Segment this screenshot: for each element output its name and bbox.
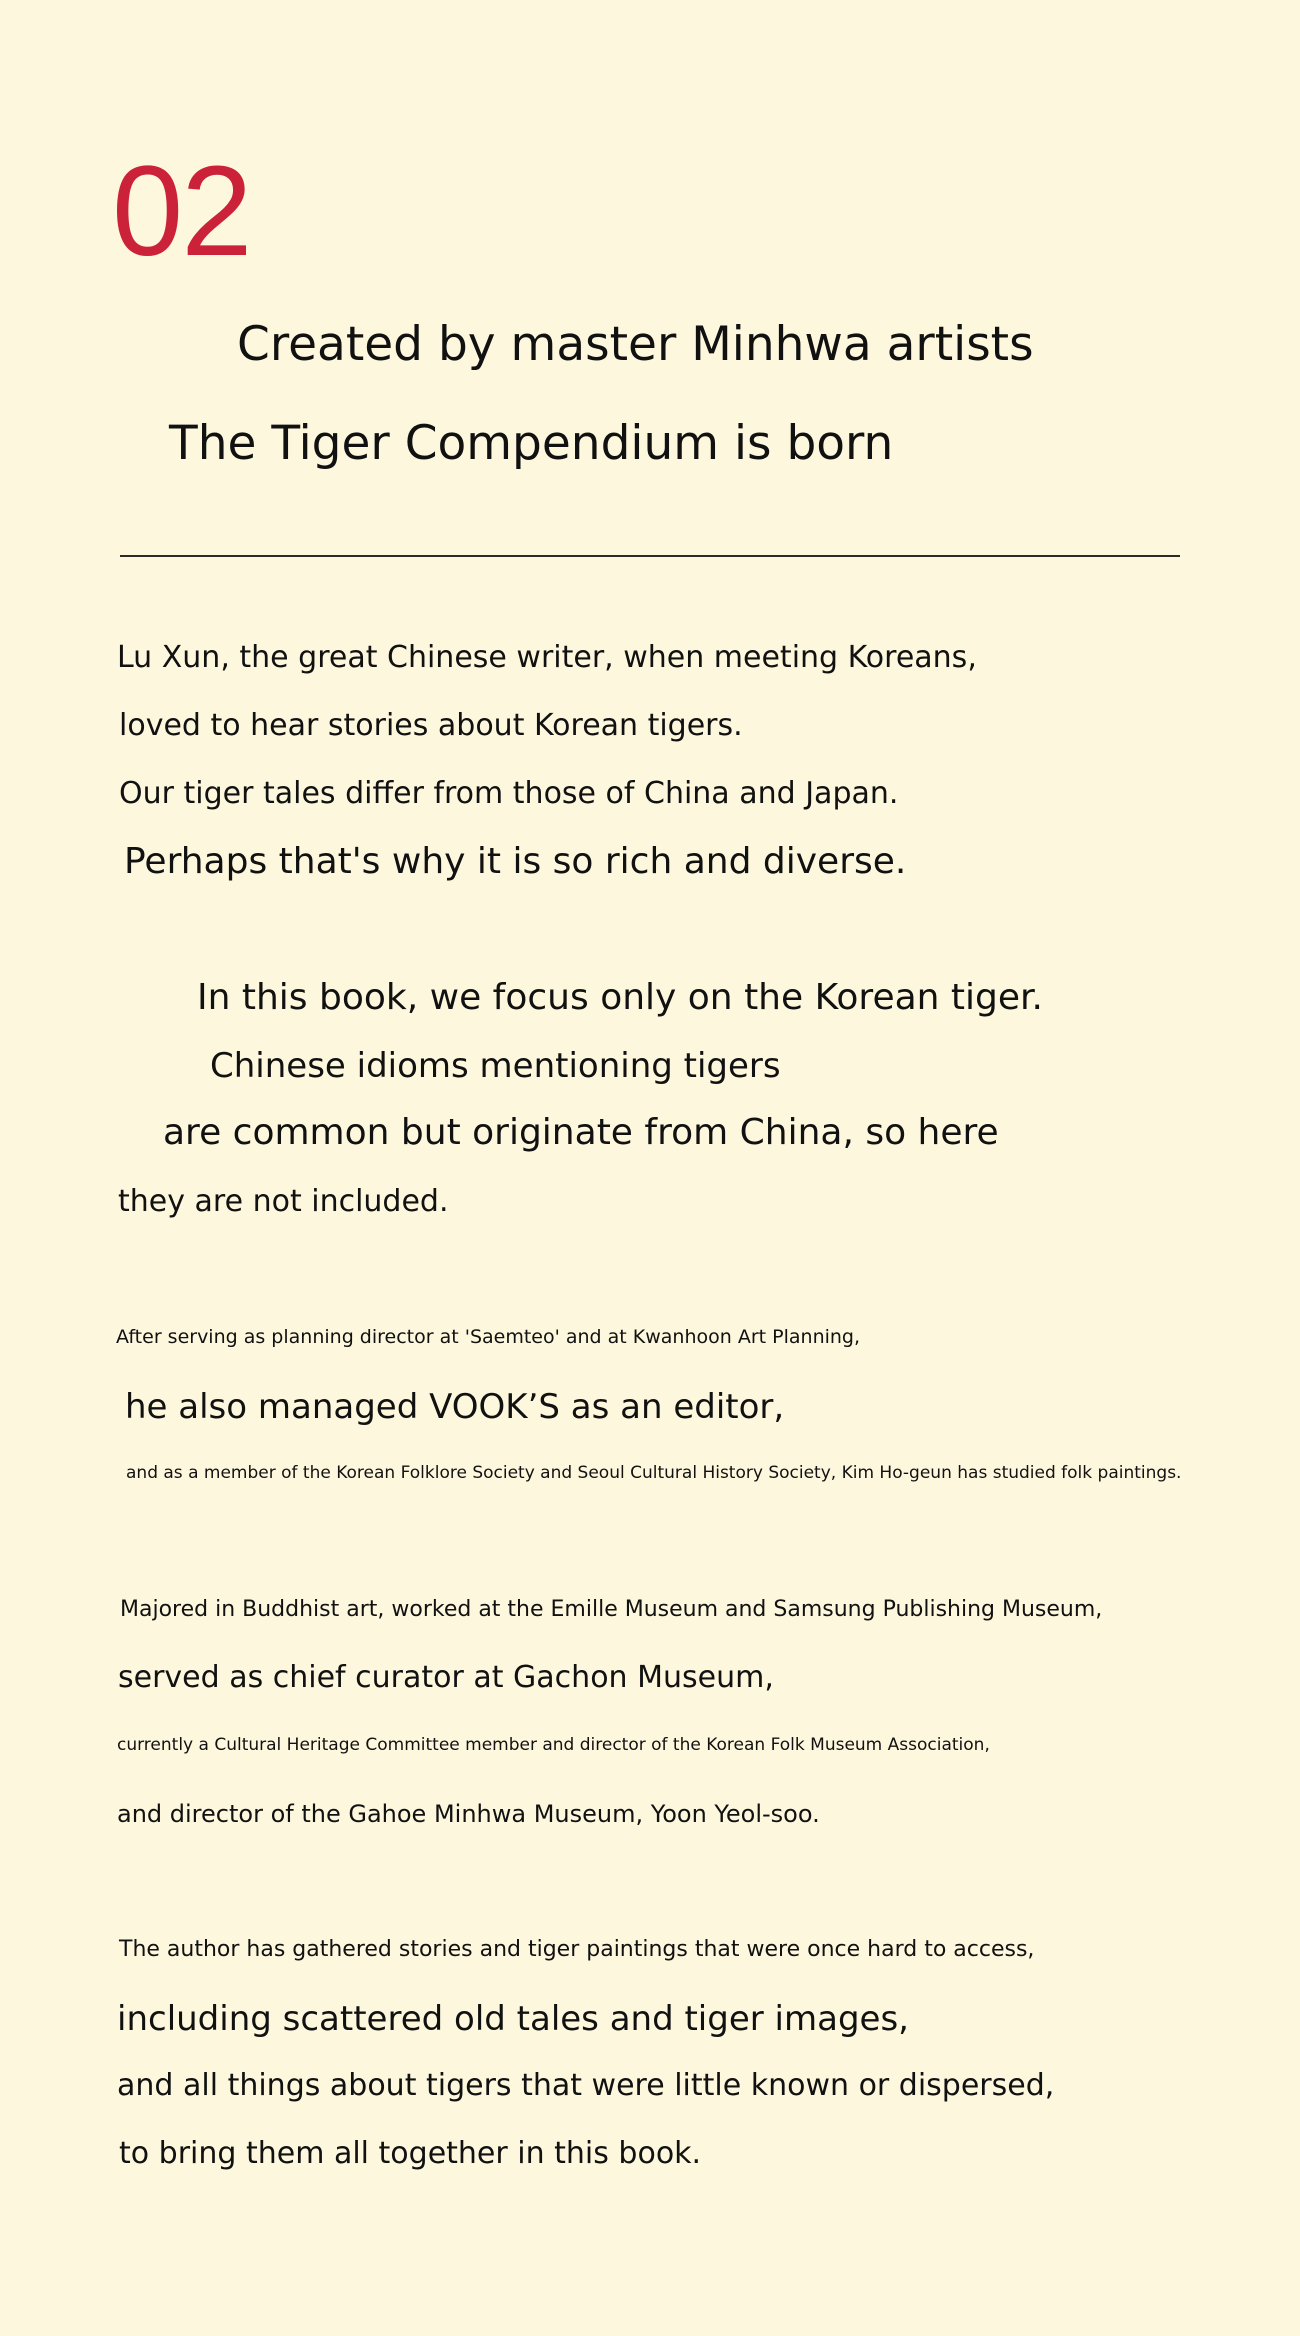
heading-divider <box>120 555 1180 557</box>
p4-line-4: and director of the Gahoe Minhwa Museum, Yoon Yeol-soo. <box>117 1800 820 1828</box>
p2-line-1: In this book, we focus only on the Korean tiger. <box>197 977 1043 1018</box>
p4-line-3: currently a Cultural Heritage Committee member and director of the Korean Folk Museum Association, <box>117 1735 990 1755</box>
heading-line-2: The Tiger Compendium is born <box>169 416 894 471</box>
p1-line-1: Lu Xun, the great Chinese writer, when meeting Koreans, <box>117 640 977 675</box>
p3-line-3: and as a member of the Korean Folklore Society and Seoul Cultural History Society, Kim Ho-geun has studied folk paintings. <box>126 1463 1182 1483</box>
p2-line-2: Chinese idioms mentioning tigers <box>210 1046 781 1086</box>
p2-line-4: they are not included. <box>118 1184 449 1219</box>
section-number: 02 <box>112 140 251 283</box>
p5-line-3: and all things about tigers that were little known or dispersed, <box>117 2068 1055 2103</box>
p4-line-2: served as chief curator at Gachon Museum, <box>118 1660 774 1695</box>
p1-line-2: loved to hear stories about Korean tigers. <box>119 708 743 743</box>
p1-line-4: Perhaps that's why it is so rich and diverse. <box>124 841 907 882</box>
p2-line-3: are common but originate from China, so here <box>163 1112 999 1153</box>
p5-line-1: The author has gathered stories and tiger paintings that were once hard to access, <box>119 1937 1035 1962</box>
p3-line-1: After serving as planning director at 'Saemteo' and at Kwanhoon Art Planning, <box>116 1326 861 1348</box>
p4-line-1: Majored in Buddhist art, worked at the Emille Museum and Samsung Publishing Museum, <box>120 1597 1103 1622</box>
p3-line-2: he also managed VOOK’S as an editor, <box>125 1387 785 1427</box>
p5-line-4: to bring them all together in this book. <box>119 2136 702 2171</box>
p1-line-3: Our tiger tales differ from those of China and Japan. <box>119 776 899 811</box>
heading-line-1: Created by master Minhwa artists <box>237 317 1034 372</box>
p5-line-2: including scattered old tales and tiger images, <box>117 1999 909 2039</box>
